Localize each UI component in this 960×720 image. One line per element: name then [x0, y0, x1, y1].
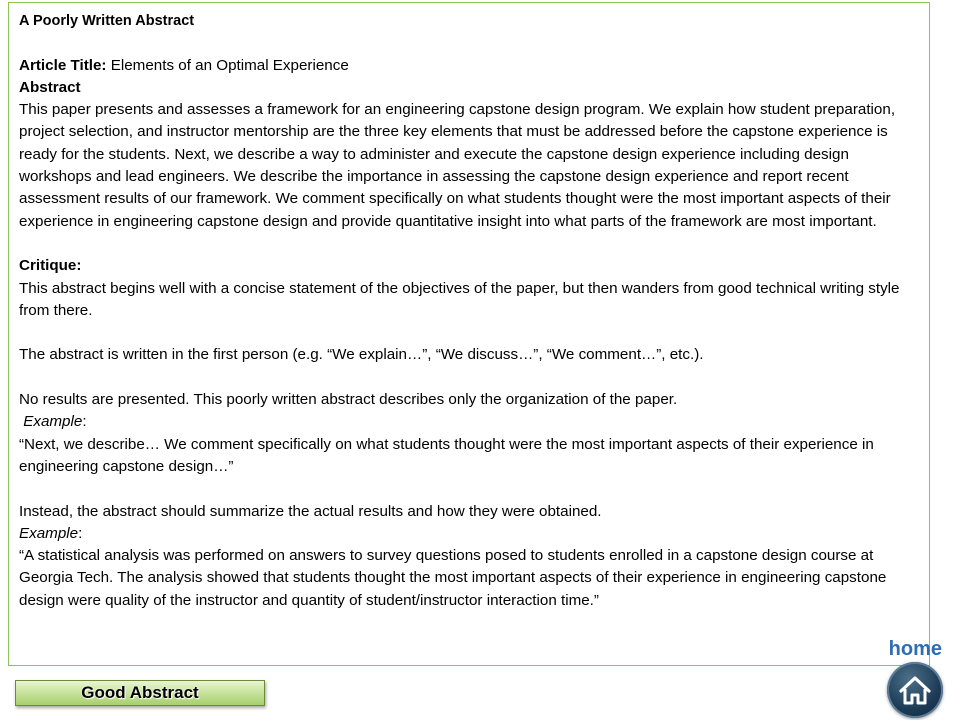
- good-abstract-button[interactable]: Good Abstract: [15, 680, 265, 706]
- example-2-colon: :: [78, 524, 83, 542]
- home-icon: [895, 670, 935, 710]
- abstract-text: This paper presents and assesses a framework for an engineering capstone design program. We explain how student preparation, project selection, and instructor mentorship are the three key elements that must be addressed before the capstone experience is ready for the students. Next, we describe a way to administer and execute the capstone design experience including design workshops and lead engineers. We describe the importance in assessing the capstone design experience and report recent assessment results of our framework. We comment specifically on what students thought were the most important aspects of their experience in engineering capstone design and provide quantitative insight into what parts of the framework are most important.: [19, 101, 896, 230]
- page-heading: A Poorly Written Abstract: [19, 13, 195, 29]
- article-title-label: Article Title:: [19, 56, 107, 74]
- abstract-label: Abstract: [19, 78, 81, 96]
- example-2-label: Example: [19, 524, 79, 542]
- content-panel: [8, 2, 930, 666]
- home-button[interactable]: [887, 662, 943, 718]
- article-title-line: [19, 55, 919, 77]
- home-link[interactable]: home: [888, 638, 942, 660]
- critique-paragraph-3: No results are presented. This poorly written abstract describes only the organization of the paper.: [19, 391, 678, 409]
- example-1-colon: :: [82, 413, 87, 431]
- example-1-text: “Next, we describe… We comment specifically on what students thought were the most important aspects of their experience in engineering capstone design…”: [19, 435, 874, 475]
- example-1-label: Example: [23, 413, 83, 431]
- article-title: Elements of an Optimal Experience: [110, 56, 349, 74]
- critique-paragraph-1: This abstract begins well with a concise statement of the objectives of the paper, but then wanders from good technical writing style from there.: [19, 279, 900, 319]
- critique-paragraph-2: The abstract is written in the first person (e.g. “We explain…”, “We discuss…”, “We comment…”, etc.).: [19, 346, 704, 364]
- example-2-label-line: [19, 523, 919, 545]
- critique-label: Critique:: [19, 257, 82, 275]
- example-1-label-line: [19, 411, 919, 433]
- critique-paragraph-4: Instead, the abstract should summarize the actual results and how they were obtained.: [19, 502, 602, 520]
- example-2-text: “A statistical analysis was performed on answers to survey questions posed to students enrolled in a capstone design course at Georgia Tech. The analysis showed that students thought the most important aspects of their experience in engineering capstone design were quality of the instructor and quantity of student/instructor interaction time.”: [19, 547, 887, 609]
